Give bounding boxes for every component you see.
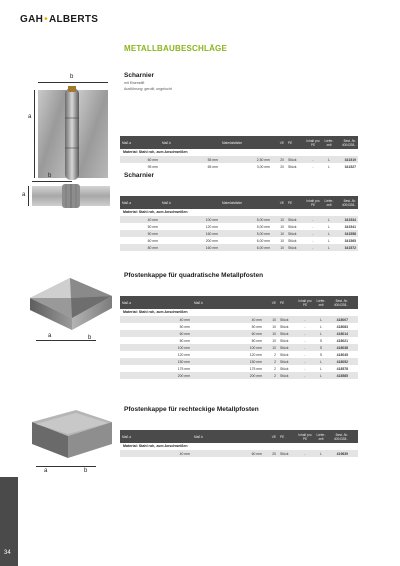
dimension-line-b-2	[32, 181, 72, 182]
table-cell: L	[328, 245, 330, 250]
dimension-line-ab-3	[36, 340, 96, 341]
table-cell: Stück	[280, 366, 289, 371]
table-cell: -	[312, 231, 314, 236]
table-cell: S	[319, 338, 323, 343]
col-header-b: Maß b	[162, 200, 172, 205]
table-cell: 60 mm	[147, 238, 158, 243]
col-header-ve: VE	[279, 140, 284, 145]
table-cell: Stück	[280, 331, 289, 336]
table-cell: 10	[280, 224, 284, 229]
table-cell: 95 mm	[147, 164, 158, 169]
table-cell: 418052	[336, 359, 348, 364]
table-header	[120, 296, 358, 309]
table-cell: Stück	[288, 157, 297, 162]
dimension-line-b-1	[38, 82, 108, 83]
table-cell: 10	[272, 317, 276, 322]
col-header-bestnr: Best.-Nr. 4004338..	[333, 298, 348, 307]
table-row	[120, 450, 358, 457]
table-cell: 6,00 mm	[256, 245, 270, 250]
post-cap-rect-image	[26, 402, 116, 468]
table-row	[120, 163, 358, 170]
table-product-2	[120, 196, 358, 251]
table-row	[120, 323, 358, 330]
table-cell: 2	[274, 359, 276, 364]
dimension-label-a-4: a	[44, 468, 48, 474]
dimension-line-a-2	[28, 186, 29, 206]
table-cell: -	[312, 224, 314, 229]
table-cell: L	[320, 373, 322, 378]
col-header-lieferzeit: Liefer-zeit	[324, 198, 334, 207]
table-cell: 2	[274, 366, 276, 371]
col-header-ve: VE	[271, 434, 276, 439]
table-header	[120, 196, 358, 209]
col-header-lieferzeit: Liefer-zeit	[316, 432, 326, 441]
table-header	[120, 136, 358, 149]
col-header-pe: PE	[288, 140, 293, 145]
table-row	[120, 358, 358, 365]
dimension-label-a-1: a	[28, 114, 32, 120]
table-cell: Stück	[288, 231, 297, 236]
table-product-3	[120, 296, 358, 379]
table-cell: 418578	[336, 366, 348, 371]
col-header-pe: PE	[280, 434, 285, 439]
table-cell: L	[328, 157, 330, 162]
material-row: Material: Stahl roh, zum Anschweißen	[120, 149, 358, 156]
table-cell: -	[304, 373, 306, 378]
table-cell: 2	[274, 373, 276, 378]
dimension-label-a-3: a	[48, 333, 52, 339]
table-cell: 175 mm	[177, 366, 190, 371]
table-cell: 80 mm	[147, 245, 158, 250]
table-cell: -	[304, 338, 306, 343]
table-row	[120, 156, 358, 163]
table-cell: -	[304, 451, 306, 456]
post-cap-square-image	[26, 268, 116, 338]
table-cell: L	[320, 451, 322, 456]
table-cell: 160 mm	[205, 245, 218, 250]
table-cell: 50 mm	[251, 324, 262, 329]
table-cell: 50 mm	[147, 224, 158, 229]
product-title-3: Pfostenkappe für quadratische Metallpfosten	[124, 272, 264, 279]
table-cell: 40 mm	[147, 217, 158, 222]
table-cell: 100 mm	[249, 345, 262, 350]
col-header-lieferzeit: Liefer-zeit	[316, 298, 326, 307]
material-row: Material: Stahl roh, zum Anschweißen	[120, 209, 358, 216]
dimension-label-b-2: b	[48, 173, 52, 179]
table-cell: Stück	[280, 359, 289, 364]
table-cell: 60 mm	[251, 451, 262, 456]
table-cell: 120 mm	[205, 224, 218, 229]
table-cell: 40 mm	[179, 451, 190, 456]
table-cell: 60 mm	[179, 331, 190, 336]
dimension-label-a-2: a	[22, 192, 26, 198]
table-header	[120, 430, 358, 443]
col-header-bestnr: Best.-Nr. 4004338..	[333, 432, 348, 441]
logo-separator: •	[44, 14, 48, 25]
table-row	[120, 316, 358, 323]
table-cell: 3,00 mm	[256, 164, 270, 169]
material-row: Material: Stahl roh, zum Anschweißen	[120, 443, 358, 450]
section-title: METALLBAUBESCHLÄGE	[124, 44, 228, 53]
col-header-a: Maß a	[122, 200, 132, 205]
table-cell: 120 mm	[177, 352, 190, 357]
table-cell: 5,00 mm	[256, 217, 270, 222]
table-cell: 341565	[344, 238, 356, 243]
table-cell: 80 mm	[251, 338, 262, 343]
table-cell: 60 mm	[251, 331, 262, 336]
table-cell: Stück	[288, 164, 297, 169]
table-cell: -	[304, 359, 306, 364]
table-product-1	[120, 136, 358, 170]
col-header-c: Materialstärke	[222, 140, 243, 145]
col-header-bestnr: Best.-Nr. 4004338..	[341, 138, 356, 147]
table-cell: 341572	[344, 245, 356, 250]
table-cell: -	[304, 324, 306, 329]
table-cell: L	[320, 331, 322, 336]
table-cell: S	[319, 352, 323, 357]
table-cell: 50 mm	[179, 324, 190, 329]
table-cell: -	[312, 238, 314, 243]
col-header-inhalt: Inhalt pro PE	[306, 138, 320, 147]
table-cell: 341541	[344, 224, 356, 229]
table-cell: 10	[280, 231, 284, 236]
table-row	[120, 216, 358, 223]
table-cell: -	[304, 366, 306, 371]
table-cell: L	[320, 359, 322, 364]
table-row	[120, 223, 358, 230]
table-cell: -	[312, 157, 314, 162]
dimension-line-a-1	[34, 90, 35, 178]
col-header-pe: PE	[280, 300, 285, 305]
table-cell: 40 mm	[179, 317, 190, 322]
hinge-image-2	[30, 182, 112, 210]
col-header-ve: VE	[271, 300, 276, 305]
table-cell: 20	[280, 157, 284, 162]
table-cell: 55 mm	[207, 157, 218, 162]
table-row	[120, 244, 358, 251]
table-cell: 10	[272, 331, 276, 336]
table-cell: 418007	[336, 317, 348, 322]
col-header-b: Maß b	[194, 300, 204, 305]
table-cell: 2	[274, 352, 276, 357]
col-header-a: Maß a	[122, 140, 132, 145]
table-row	[120, 230, 358, 237]
table-row	[120, 344, 358, 351]
table-cell: 160 mm	[205, 231, 218, 236]
table-cell: L	[328, 164, 330, 169]
table-cell: Stück	[280, 345, 289, 350]
table-cell: L	[328, 238, 330, 243]
col-header-bestnr: Best.-Nr. 4004338..	[341, 198, 356, 207]
table-cell: L	[320, 324, 322, 329]
table-cell: 341558	[344, 231, 356, 236]
table-cell: 418021	[336, 338, 348, 343]
table-row	[120, 237, 358, 244]
table-cell: 200 mm	[249, 373, 262, 378]
table-cell: S	[319, 345, 323, 350]
table-cell: 341527	[344, 164, 356, 169]
col-header-a: Maß a	[122, 300, 132, 305]
table-cell: 418083	[336, 324, 348, 329]
col-header-b: Maß b	[194, 434, 204, 439]
table-cell: -	[304, 331, 306, 336]
table-cell: 175 mm	[249, 366, 262, 371]
table-cell: 10	[272, 338, 276, 343]
table-cell: 200 mm	[177, 373, 190, 378]
table-cell: 40 mm	[251, 317, 262, 322]
logo-right: ALBERTS	[48, 14, 99, 25]
table-cell: Stück	[280, 324, 289, 329]
table-cell: 100 mm	[205, 217, 218, 222]
table-row	[120, 337, 358, 344]
dimension-label-b-1: b	[70, 74, 74, 80]
table-cell: Stück	[280, 451, 289, 456]
dimension-line-ab-4	[36, 466, 96, 467]
table-row	[120, 365, 358, 372]
hinge-image-1	[36, 86, 110, 182]
table-cell: Stück	[280, 373, 289, 378]
col-header-lieferzeit: Liefer-zeit	[324, 138, 334, 147]
product-sub-1a: mit Eisenstift	[124, 81, 145, 85]
table-cell: L	[320, 366, 322, 371]
product-title-4: Pfostenkappe für rechteckige Metallpfosten	[124, 406, 259, 413]
table-cell: 100 mm	[177, 345, 190, 350]
table-cell: Stück	[280, 317, 289, 322]
table-cell: 10	[280, 217, 284, 222]
brand-logo	[20, 14, 98, 25]
table-cell: 5,00 mm	[256, 224, 270, 229]
logo-left: GAH	[20, 14, 44, 25]
table-cell: 50 mm	[147, 231, 158, 236]
table-cell: Stück	[288, 217, 297, 222]
col-header-pe: PE	[288, 200, 293, 205]
col-header-c: Materialstärke	[222, 200, 243, 205]
page-number: 34	[4, 550, 11, 556]
table-row	[120, 372, 358, 379]
col-header-ve: VE	[279, 200, 284, 205]
table-cell: 150 mm	[177, 359, 190, 364]
table-row	[120, 351, 358, 358]
material-row: Material: Stahl roh, zum Anschweißen	[120, 309, 358, 316]
table-cell: L	[328, 231, 330, 236]
product-title-1: Scharnier	[124, 72, 154, 79]
table-cell: 200 mm	[205, 238, 218, 243]
dimension-label-b-4: b	[84, 468, 88, 474]
table-cell: L	[328, 217, 330, 222]
col-header-inhalt: Inhalt pro PE	[306, 198, 320, 207]
table-cell: 65 mm	[207, 164, 218, 169]
table-cell: Stück	[288, 224, 297, 229]
table-cell: -	[312, 164, 314, 169]
table-cell: -	[312, 245, 314, 250]
dimension-label-b-3: b	[88, 335, 92, 341]
table-cell: 5,00 mm	[256, 231, 270, 236]
table-cell: Stück	[288, 245, 297, 250]
table-cell: 418585	[336, 373, 348, 378]
table-cell: 2,50 mm	[256, 157, 270, 162]
table-cell: 120 mm	[249, 352, 262, 357]
table-cell: L	[320, 317, 322, 322]
table-cell: 20	[280, 164, 284, 169]
table-cell: -	[304, 317, 306, 322]
table-cell: L	[328, 224, 330, 229]
table-row	[120, 330, 358, 337]
product-sub-1b: Ausführung: gerollt, ungelocht	[124, 87, 172, 91]
table-cell: Stück	[288, 238, 297, 243]
table-cell: -	[304, 352, 306, 357]
table-cell: 10	[272, 324, 276, 329]
table-cell: 60 mm	[147, 157, 158, 162]
table-cell: -	[304, 345, 306, 350]
product-title-2: Scharnier	[124, 172, 154, 179]
table-cell: 20	[272, 451, 276, 456]
table-cell: 150 mm	[249, 359, 262, 364]
table-cell: Stück	[280, 352, 289, 357]
col-header-inhalt: Inhalt pro PE	[298, 432, 312, 441]
table-product-4	[120, 430, 358, 457]
table-cell: 341534	[344, 217, 356, 222]
table-cell: 10	[280, 238, 284, 243]
table-cell: 418038	[336, 345, 348, 350]
table-cell: 418014	[336, 331, 348, 336]
col-header-b: Maß b	[162, 140, 172, 145]
table-cell: 10	[280, 245, 284, 250]
table-cell: 418045	[336, 352, 348, 357]
table-cell: 6,00 mm	[256, 238, 270, 243]
col-header-inhalt: Inhalt pro PE	[298, 298, 312, 307]
table-cell: 419639	[336, 451, 348, 456]
table-cell: 10	[272, 345, 276, 350]
col-header-a: Maß a	[122, 434, 132, 439]
table-cell: 80 mm	[179, 338, 190, 343]
table-cell: -	[312, 217, 314, 222]
table-cell: Stück	[280, 338, 289, 343]
table-cell: 341519	[344, 157, 356, 162]
